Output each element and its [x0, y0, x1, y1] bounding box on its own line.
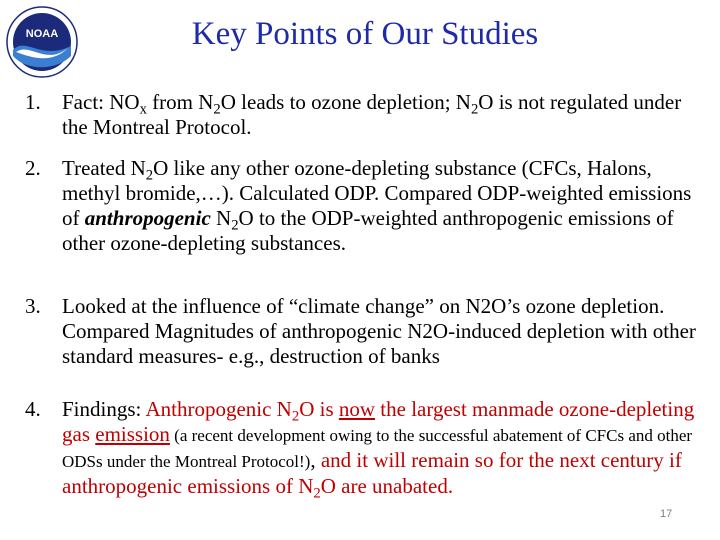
list-item-4 [25, 397, 705, 502]
item-number: 2. [25, 156, 41, 180]
page-number: 17 [660, 508, 673, 520]
noaa-logo [6, 6, 78, 78]
emphasis-now: now [338, 397, 376, 421]
item-number: 4. [25, 397, 41, 421]
list-item-1 [25, 90, 705, 140]
item-text: Treated $N_2O$ like any other ozone-depleting substance (CFCs, Halons, methyl bromide,…). Calculated ODP. Compared ODP-weighted emissions of anthropogenic $N_2O$ to the ODP-weighted anthropogenic emissions of other ozone-depleting substances. [62, 156, 692, 255]
slide-title: Key Points of Our Studies [191, 16, 539, 52]
item-text: Looked at the influence of “climate change” on N2O’s ozone depletion. Compared Magnitudes of anthropogenic N2O-induced depletion with other standard measures- e.g., destruction of banks [62, 294, 696, 368]
emphasis-anthropogenic: anthropogenic [84, 206, 211, 230]
list-item-2 [25, 156, 705, 256]
emphasis-emission: emission [95, 422, 170, 446]
item-number: 1. [25, 90, 41, 114]
item-text: Findings: Anthropogenic $N_2O$ is now the largest manmade ozone-depleting gas emission (a recent development owing to the successful abatement of CFCs and other ODSs under the Montreal Protocol!), and it will remain so for the next century if anthropogenic emissions of $N_2O$ are unabated. [62, 397, 695, 502]
logo-text: NOAA [25, 28, 59, 40]
list-item-3 [25, 294, 705, 369]
item-number: 3. [25, 294, 41, 318]
item-text: Fact: $NO_x$ from $N_2O$ leads to ozone depletion; $N_2O$ is not regulated under the Montreal Protocol. [62, 90, 682, 139]
